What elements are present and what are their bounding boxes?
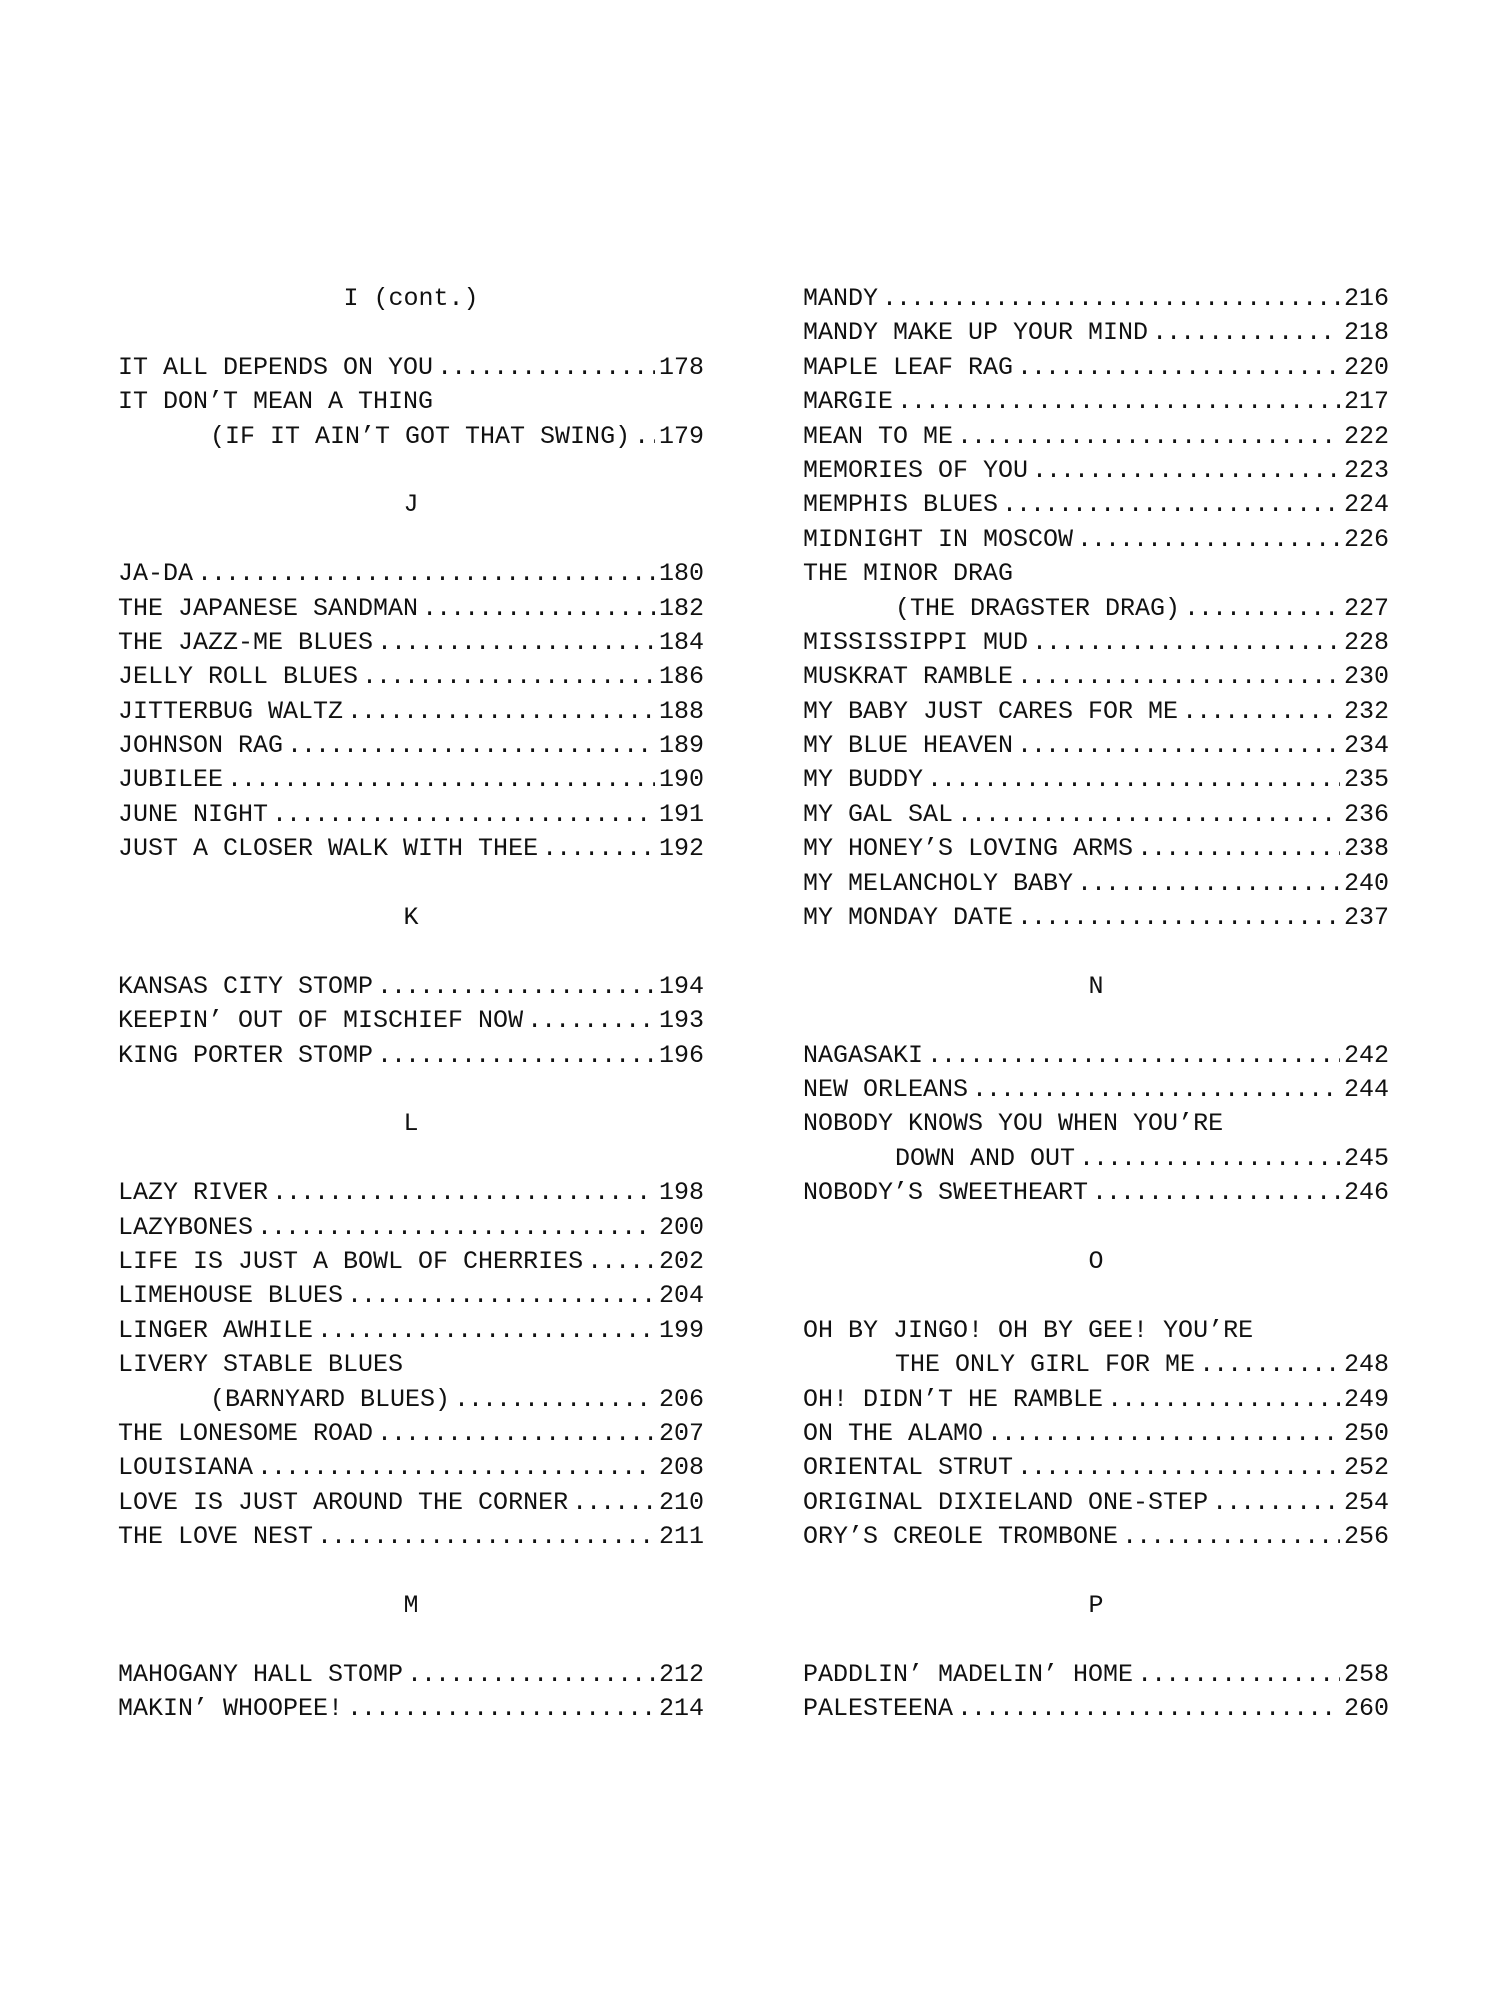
spacer [118,1142,704,1176]
section-letter: L [403,1109,419,1139]
entry-title: NEW ORLEANS [803,1074,969,1104]
entry-page-number: 245 [1343,1143,1389,1173]
index-entry [118,1417,704,1451]
dot-leader [407,1658,655,1692]
entry-title: ORY’S CREOLE TROMBONE [803,1522,1119,1552]
index-entry [803,488,1389,522]
index-entry [118,1004,704,1038]
section-heading [803,1245,1389,1279]
entry-title: MARGIE [803,387,894,417]
dot-leader [957,798,1340,832]
section-letter: J [403,490,419,520]
entry-title: MEMPHIS BLUES [803,490,999,520]
index-entry [118,695,704,729]
dot-leader [972,1073,1340,1107]
dot-leader [377,1039,655,1073]
entry-page-number: 188 [658,696,704,726]
dot-leader [347,1279,655,1313]
index-entry [118,798,704,832]
index-entry [803,798,1389,832]
section-heading [803,970,1389,1004]
dot-leader [587,1245,655,1279]
entry-title: ON THE ALAMO [803,1418,984,1448]
entry-title: MEMORIES OF YOU [803,455,1029,485]
entry-page-number: 202 [658,1246,704,1276]
entry-page-number: 254 [1343,1487,1389,1517]
entry-page-number: 192 [658,834,704,864]
entry-page-number: 179 [658,421,704,451]
section-heading [803,1589,1389,1623]
dot-leader [1137,1658,1340,1692]
section-heading [118,1589,704,1623]
entry-title: IT DON’T MEAN A THING [118,387,434,417]
entry-page-number: 206 [658,1384,704,1414]
entry-page-number: 244 [1343,1074,1389,1104]
index-column-left [118,282,704,1726]
entry-page-number: 196 [658,1040,704,1070]
index-entry [803,523,1389,557]
index-entry-first-line [803,1314,1389,1348]
index-entry [803,316,1389,350]
entry-page-number: 248 [1343,1350,1389,1380]
index-entry [803,1039,1389,1073]
spacer [118,1073,704,1107]
entry-title: JUST A CLOSER WALK WITH THEE [118,834,539,864]
dot-leader [882,282,1340,316]
entry-title: MAHOGANY HALL STOMP [118,1659,404,1689]
dot-leader [1092,1176,1340,1210]
dot-leader [1107,1383,1340,1417]
entry-page-number: 234 [1343,731,1389,761]
index-entry [118,420,704,454]
entry-page-number: 178 [658,352,704,382]
dot-leader [572,1486,655,1520]
entry-title: PALESTEENA [803,1694,954,1724]
index-entry [803,1417,1389,1451]
entry-page-number: 198 [658,1178,704,1208]
entry-page-number: 218 [1343,318,1389,348]
entry-title: (BARNYARD BLUES) [210,1384,451,1414]
dot-leader [1152,316,1340,350]
dot-leader [1017,660,1340,694]
index-entry [118,557,704,591]
dot-leader [317,1520,655,1554]
index-entry-first-line [803,1107,1389,1141]
entry-page-number: 191 [658,799,704,829]
index-entry [118,1245,704,1279]
entry-page-number: 199 [658,1315,704,1345]
entry-page-number: 252 [1343,1453,1389,1483]
dot-leader [1017,729,1340,763]
dot-leader [1077,867,1340,901]
entry-title: MY HONEY’S LOVING ARMS [803,834,1134,864]
dot-leader [197,557,655,591]
index-entry [803,454,1389,488]
dot-leader [1137,832,1340,866]
entry-title: MEAN TO ME [803,421,954,451]
dot-leader [1017,351,1340,385]
entry-page-number: 220 [1343,352,1389,382]
spacer [118,316,704,350]
dot-leader [362,660,655,694]
entry-title: MUSKRAT RAMBLE [803,662,1014,692]
entry-title: DOWN AND OUT [895,1143,1076,1173]
dot-leader [347,695,655,729]
entry-page-number: 236 [1343,799,1389,829]
entry-title: LOVE IS JUST AROUND THE CORNER [118,1487,569,1517]
index-column-right [803,282,1389,1726]
entry-title: ORIGINAL DIXIELAND ONE-STEP [803,1487,1209,1517]
entry-page-number: 217 [1343,387,1389,417]
dot-leader [347,1692,655,1726]
entry-title: MY MELANCHOLY BABY [803,868,1074,898]
index-entry [803,867,1389,901]
entry-title: THE LONESOME ROAD [118,1418,374,1448]
dot-leader [927,1039,1340,1073]
index-entry-first-line [118,1348,704,1382]
entry-page-number: 249 [1343,1384,1389,1414]
index-entry [118,1658,704,1692]
index-entry [118,626,704,660]
index-entry [118,1692,704,1726]
index-entry [803,660,1389,694]
spacer [803,1623,1389,1657]
index-entry [118,832,704,866]
entry-title: MAKIN’ WHOOPEE! [118,1694,344,1724]
entry-page-number: 193 [658,1006,704,1036]
entry-page-number: 242 [1343,1040,1389,1070]
entry-page-number: 182 [658,593,704,623]
entry-title: MY BABY JUST CARES FOR ME [803,696,1179,726]
dot-leader [1199,1348,1340,1382]
entry-page-number: 207 [658,1418,704,1448]
spacer [118,1623,704,1657]
index-entry [118,729,704,763]
entry-page-number: 190 [658,765,704,795]
dot-leader [272,1176,655,1210]
entry-page-number: 240 [1343,868,1389,898]
index-entry [118,763,704,797]
index-entry [803,1692,1389,1726]
entry-title: MY BUDDY [803,765,924,795]
entry-title: JUNE NIGHT [118,799,269,829]
spacer [118,867,704,901]
entry-page-number: 260 [1343,1694,1389,1724]
entry-title: LIMEHOUSE BLUES [118,1281,344,1311]
entry-page-number: 184 [658,627,704,657]
spacer [118,1554,704,1588]
dot-leader [377,626,655,660]
entry-title: MANDY [803,284,879,313]
entry-title: LIVERY STABLE BLUES [118,1350,404,1380]
spacer [803,1554,1389,1588]
index-entry [803,1383,1389,1417]
entry-title: THE JAPANESE SANDMAN [118,593,419,623]
section-heading [118,1107,704,1141]
index-entry [803,901,1389,935]
entry-title: KING PORTER STOMP [118,1040,374,1070]
index-entry [803,1658,1389,1692]
dot-leader [437,351,655,385]
entry-title: THE LOVE NEST [118,1522,314,1552]
spacer [118,523,704,557]
entry-page-number: 200 [658,1212,704,1242]
entry-title: JITTERBUG WALTZ [118,696,344,726]
index-entry [803,1486,1389,1520]
dot-leader [987,1417,1340,1451]
spacer [803,1211,1389,1245]
index-entry [118,1039,704,1073]
index-entry [803,695,1389,729]
entry-title: MISSISSIPPI MUD [803,627,1029,657]
entry-page-number: 226 [1343,524,1389,554]
section-heading [118,282,704,316]
entry-title: MY BLUE HEAVEN [803,731,1014,761]
entry-page-number: 216 [1343,284,1389,313]
dot-leader [927,763,1340,797]
entry-title: MY GAL SAL [803,799,954,829]
dot-leader [287,729,655,763]
index-entry [118,970,704,1004]
index-entry [118,1176,704,1210]
index-entry [803,1348,1389,1382]
entry-page-number: 232 [1343,696,1389,726]
entry-page-number: 194 [658,971,704,1001]
dot-leader [542,832,655,866]
dot-leader [317,1314,655,1348]
index-entry [803,592,1389,626]
entry-page-number: 250 [1343,1418,1389,1448]
index-entry [118,592,704,626]
entry-title: LINGER AWHILE [118,1315,314,1345]
spacer [803,935,1389,969]
entry-page-number: 186 [658,662,704,692]
dot-leader [1212,1486,1340,1520]
spacer [803,1004,1389,1038]
index-entry [118,1383,704,1417]
entry-title: JOHNSON RAG [118,731,284,761]
section-letter: K [403,903,419,933]
entry-title: MIDNIGHT IN MOSCOW [803,524,1074,554]
entry-page-number: 258 [1343,1659,1389,1689]
dot-leader [1032,626,1340,660]
section-letter: N [1088,971,1104,1001]
index-entry [803,1176,1389,1210]
index-entry [118,1279,704,1313]
entry-title: OH! DIDN’T HE RAMBLE [803,1384,1104,1414]
dot-leader [1184,592,1340,626]
spacer [118,935,704,969]
entry-page-number: 238 [1343,834,1389,864]
entry-page-number: 180 [658,559,704,589]
dot-leader [227,763,655,797]
entry-title: LAZY RIVER [118,1178,269,1208]
section-heading [118,901,704,935]
entry-title: PADDLIN’ MADELIN’ HOME [803,1659,1134,1689]
dot-leader [1079,1142,1340,1176]
dot-leader [1077,523,1340,557]
dot-leader [422,592,655,626]
entry-page-number: 208 [658,1453,704,1483]
entry-title: ORIENTAL STRUT [803,1453,1014,1483]
entry-page-number: 227 [1343,593,1389,623]
entry-page-number: 204 [658,1281,704,1311]
dot-leader [257,1211,655,1245]
dot-leader [1182,695,1340,729]
dot-leader [957,1692,1340,1726]
entry-title: LOUISIANA [118,1453,254,1483]
entry-title: NAGASAKI [803,1040,924,1070]
entry-page-number: 228 [1343,627,1389,657]
entry-title: OH BY JINGO! OH BY GEE! YOU’RE [803,1315,1254,1345]
entry-page-number: 214 [658,1694,704,1724]
index-entry [118,1451,704,1485]
index-entry-first-line [118,385,704,419]
index-entry [118,1314,704,1348]
dot-leader [377,970,655,1004]
index-entry [803,1520,1389,1554]
entry-page-number: 212 [658,1659,704,1689]
entry-title: (IF IT AIN’T GOT THAT SWING) [210,421,631,451]
index-entry [803,351,1389,385]
entry-page-number: 210 [658,1487,704,1517]
entry-page-number: 211 [658,1522,704,1552]
entry-title: KEEPIN’ OUT OF MISCHIEF NOW [118,1006,524,1036]
entry-title: MY MONDAY DATE [803,903,1014,933]
dot-leader [1017,901,1340,935]
dot-leader [634,420,655,454]
entry-page-number: 230 [1343,662,1389,692]
entry-page-number: 224 [1343,490,1389,520]
section-heading [118,488,704,522]
index-entry [803,763,1389,797]
index-entry [118,1520,704,1554]
entry-title: JELLY ROLL BLUES [118,662,359,692]
dot-leader [527,1004,655,1038]
dot-leader [1032,454,1340,488]
entry-page-number: 256 [1343,1522,1389,1552]
index-entry [118,1486,704,1520]
entry-title: JA-DA [118,559,194,589]
section-letter: M [403,1590,419,1620]
entry-title: KANSAS CITY STOMP [118,971,374,1001]
entry-title: (THE DRAGSTER DRAG) [895,593,1181,623]
index-entry-first-line [803,557,1389,591]
entry-title: LAZYBONES [118,1212,254,1242]
dot-leader [272,798,655,832]
dot-leader [1122,1520,1340,1554]
entry-page-number: 189 [658,731,704,761]
entry-title: MANDY MAKE UP YOUR MIND [803,318,1149,348]
entry-title: THE MINOR DRAG [803,559,1014,589]
dot-leader [377,1417,655,1451]
index-entry [118,1211,704,1245]
entry-title: THE ONLY GIRL FOR ME [895,1350,1196,1380]
entry-title: NOBODY’S SWEETHEART [803,1178,1089,1208]
entry-title: LIFE IS JUST A BOWL OF CHERRIES [118,1246,584,1276]
dot-leader [257,1451,655,1485]
entry-page-number: 235 [1343,765,1389,795]
dot-leader [1002,488,1340,522]
section-letter: I (cont.) [343,284,479,313]
spacer [803,1279,1389,1313]
dot-leader [454,1383,655,1417]
dot-leader [1017,1451,1340,1485]
index-entry [803,832,1389,866]
entry-title: IT ALL DEPENDS ON YOU [118,352,434,382]
index-entry [803,282,1389,316]
index-entry [803,729,1389,763]
index-entry [803,626,1389,660]
entry-title: MAPLE LEAF RAG [803,352,1014,382]
entry-page-number: 246 [1343,1178,1389,1208]
index-entry [803,1142,1389,1176]
index-entry [118,660,704,694]
index-entry [803,385,1389,419]
entry-title: JUBILEE [118,765,224,795]
spacer [118,454,704,488]
entry-page-number: 237 [1343,903,1389,933]
index-entry [803,1073,1389,1107]
index-entry [803,420,1389,454]
entry-title: NOBODY KNOWS YOU WHEN YOU’RE [803,1109,1224,1139]
dot-leader [897,385,1340,419]
section-letter: P [1088,1590,1104,1620]
entry-page-number: 222 [1343,421,1389,451]
dot-leader [957,420,1340,454]
entry-title: THE JAZZ-ME BLUES [118,627,374,657]
section-letter: O [1088,1246,1104,1276]
index-entry [118,351,704,385]
entry-page-number: 223 [1343,455,1389,485]
index-entry [803,1451,1389,1485]
